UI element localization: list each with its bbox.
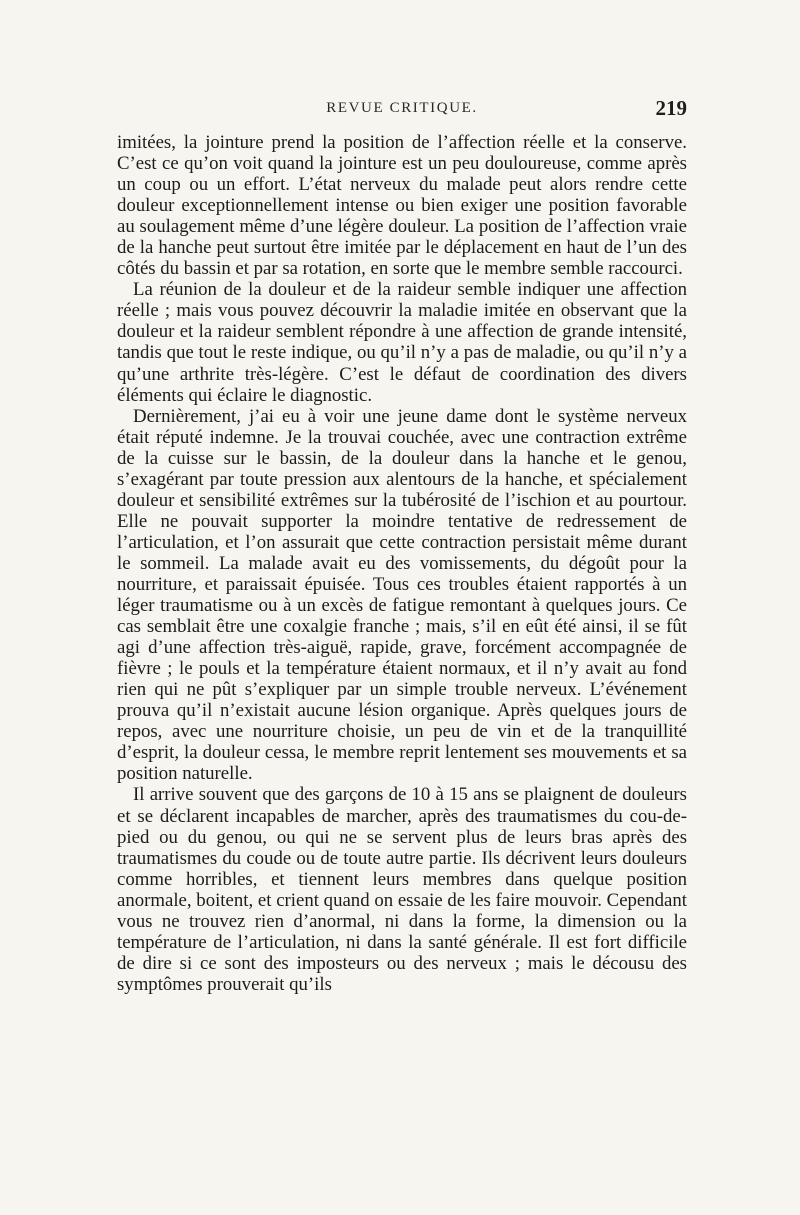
body-text	[117, 132, 687, 995]
paragraph-douleur-raideur: La réunion de la douleur et de la raideur semble indiquer une affection réelle ; mais vous pouvez découvrir la maladie imitée en observant que la douleur et la raideur semblent répondre à une affection de grande intensité, tandis que tout le reste indique, ou qu’il n’y a pas de maladie, ou qu’il n’y a qu’une arthrite très-légère. C’est le défaut de coordination des divers éléments qui éclaire le diagnostic.	[117, 279, 687, 406]
page-header	[117, 96, 687, 126]
paragraph-garcons: Il arrive souvent que des garçons de 10 à 15 ans se plaignent de douleurs et se déclarent incapables de marcher, après des traumatismes du cou-de-pied ou du genou, ou qui ne se servent plus de leurs bras après des traumatismes du coude ou de toute autre partie. Ils décrivent leurs douleurs comme horribles, et tiennent leurs membres dans quelque position anormale, boitent, et crient quand on essaie de les faire mouvoir. Cependant vous ne trouvez rien d’anormal, ni dans la forme, la dimension ou la température de l’articulation, ni dans la santé générale. Il est fort difficile de dire si ce sont des imposteurs ou des nerveux ; mais le décousu des symptômes prouverait qu’ils	[117, 784, 687, 995]
paragraph-jeune-dame: Dernièrement, j’ai eu à voir une jeune dame dont le système nerveux était réputé indemne. Je la trouvai couchée, avec une contraction extrême de la cuisse sur le bassin, de la douleur dans la hanche et le genou, s’exagérant par toute pression aux alentours de la hanche, et spécialement douleur et sensibilité extrêmes sur la tubérosité de l’ischion et au pourtour. Elle ne pouvait supporter la moindre tentative de redressement de l’articulation, et l’on assurait que cette contraction persistait même durant le sommeil. La malade avait eu des vomissements, du dégoût pour la nourriture, et paraissait épuisée. Tous ces troubles étaient rapportés à un léger traumatisme ou à un excès de fatigue remontant à quelques jours. Ce cas semblait être une coxalgie franche ; mais, s’il en eût été ainsi, il se fût agi d’une affection très-aiguë, rapide, grave, forcément accompagnée de fièvre ; le pouls et la température étaient normaux, et il n’y avait au fond rien qui ne pût s’expliquer par un simple trouble nerveux. L’événement prouva qu’il n’existait aucune lésion organique. Après quelques jours de repos, avec une nourriture choisie, un peu de vin et de la tranquillité d’esprit, la douleur cessa, le membre reprit lentement ses mouvements et sa position naturelle.	[117, 405, 687, 785]
running-title: REVUE CRITIQUE.	[326, 100, 478, 116]
paragraph-continuation: imitées, la jointure prend la position de l’affection réelle et la conserve. C’est ce qu’on voit quand la jointure est un peu douloureuse, comme après un coup ou un effort. L’état nerveux du malade peut alors rendre cette douleur exceptionnellement intense ou bien exiger une position favorable au soulagement même d’une légère douleur. La position de l’affection vraie de la hanche peut surtout être imitée par le déplacement en haut de l’un des côtés du bassin et par sa rotation, en sorte que le membre semble raccourci.	[117, 132, 687, 280]
page-number: 219	[655, 96, 687, 120]
